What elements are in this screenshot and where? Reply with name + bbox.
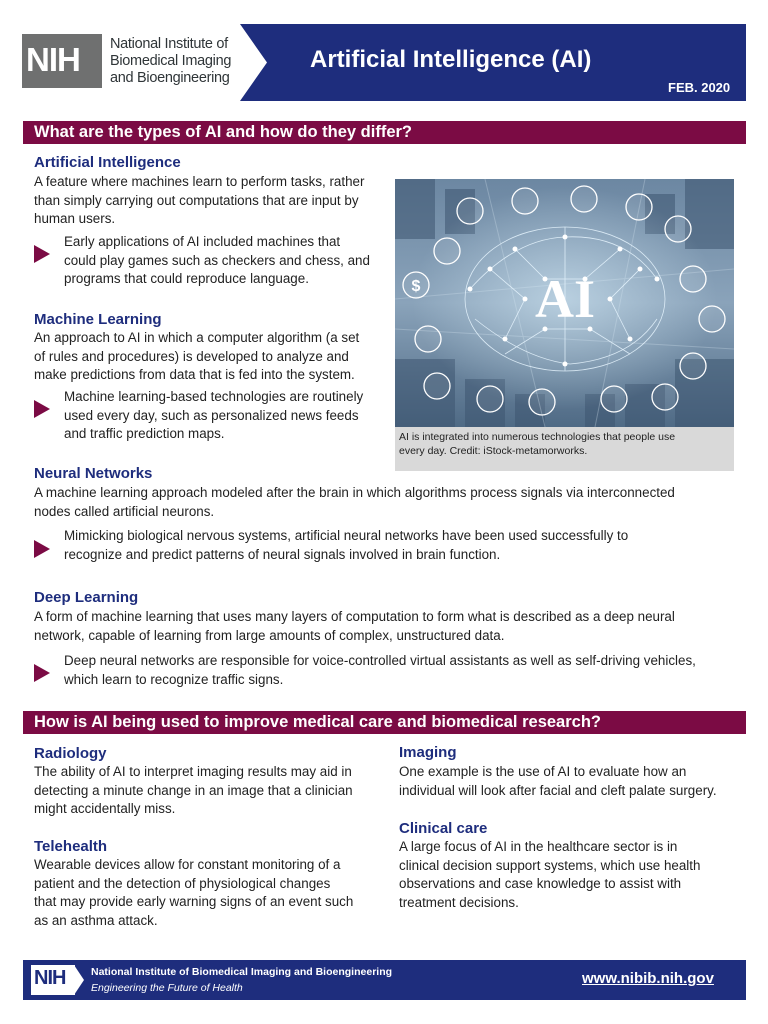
nih-logo-chevron-icon [84,34,102,88]
bullet-triangle-icon [34,664,50,682]
ml-bullet: Machine learning-based technologies are routinely used every day, such as personalized news feeds and traffic prediction maps. [64,389,364,441]
image-caption: AI is integrated into numerous technologies that people use every day. Credit: iStock-metamorworks. [399,431,676,457]
telehealth-description: Wearable devices allow for constant monitoring of a patient and the detection of physiological changes that may provide early warning signs of an event such as an asthma attack. [34,857,354,928]
svg-text:$: $ [411,278,421,295]
heading-telehealth: Telehealth [34,838,108,855]
nn-bullet: Mimicking biological nervous systems, artificial neural networks have been used successfully to recognize and predict patterns of neural signals involved in brain function. [64,528,629,562]
dl-description: A form of machine learning that uses many layers of computation to form what is described as a deep neural network, capable of learning from large amounts of complex, unstructured data. [34,609,675,643]
publish-date: FEB. 2020 [668,80,731,95]
heading-imaging: Imaging [399,744,457,761]
heading-radiology: Radiology [34,745,107,762]
ai-illustration [395,179,734,427]
nih-logo: NIH [22,34,102,88]
ml-description: An approach to AI in which a computer algorithm (a set of rules and procedures) is developed to analyze and make predictions from data that is fed into the system. [34,330,360,382]
footer-website-link[interactable]: www.nibib.nih.gov [582,970,714,987]
ai-bullet: Early applications of AI included machines that could play games such as checkers and chess, and programs that could reproduce language. [64,234,370,286]
footer-tagline: Engineering the Future of Health [91,982,243,994]
imaging-description: One example is the use of AI to evaluate how an individual will look after facial and cleft palate surgery. [399,764,717,798]
nn-description: A machine learning approach modeled after the brain in which algorithms process signals via interconnected nodes called artificial neurons. [34,485,675,519]
footer-org-name: National Institute of Biomedical Imaging and Bioengineering [91,966,393,978]
bullet-triangle-icon [34,400,50,418]
ai-center-text: AI [534,269,596,329]
heading-artificial-intelligence: Artificial Intelligence [34,154,181,171]
heading-deep-learning: Deep Learning [34,589,139,606]
heading-neural-networks: Neural Networks [34,465,153,482]
radiology-description: The ability of AI to interpret imaging results may aid in detecting a minute change in an image that a clinician might accidentally miss. [34,764,353,816]
section-bar-types: What are the types of AI and how do they differ? [23,121,746,144]
footer-logo-chevron-icon [74,965,84,995]
bullet-triangle-icon [34,540,50,558]
heading-clinical-care: Clinical care [399,820,488,837]
heading-machine-learning: Machine Learning [34,311,162,328]
ai-description: A feature where machines learn to perform tasks, rather than simply carrying out computations that are input by human users. [34,174,365,226]
bullet-triangle-icon [34,245,50,263]
org-name: National Institute of Biomedical Imaging and Bioengineering [110,36,232,86]
dl-bullet: Deep neural networks are responsible for voice-controlled virtual assistants as well as self-driving vehicles, which learn to recognize traffic signs. [64,653,696,687]
section-bar-medical-uses: How is AI being used to improve medical care and biomedical research? [23,711,746,734]
clinical-description: A large focus of AI in the healthcare sector is in clinical decision support systems, which use health observations and case knowledge to assist with treatment decisions. [399,839,701,910]
page-title: Artificial Intelligence (AI) [310,46,592,73]
footer-nih-logo: NIH [31,965,75,995]
